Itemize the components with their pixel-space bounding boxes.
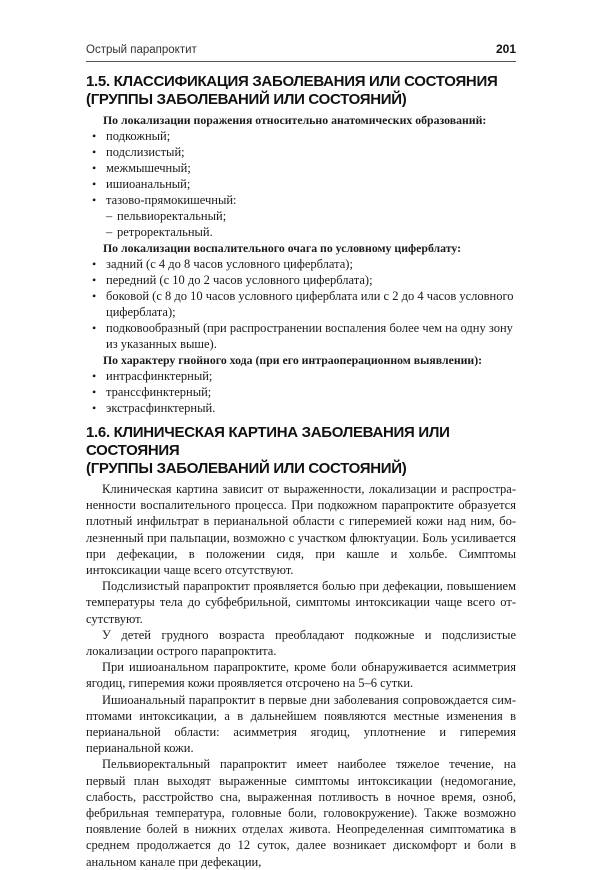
heading-line: 1.5. КЛАССИФИКАЦИЯ ЗАБОЛЕВАНИЯ ИЛИ СОСТОЯНИЯ bbox=[86, 73, 498, 90]
body-paragraph: При ишиоанальном парапроктите, кроме боли обнаруживается асимметрия ягодиц, гиперемия кожи проявляется отсрочено на 5–6 сутки. bbox=[86, 660, 516, 691]
body-paragraph: Клиническая картина зависит от выраженности, локализации и распространенности воспалительного процесса. При подкожном парапроктите образуется плотный инфильтрат в перианальной области с гиперемией кожи над ним, болезненный при пальпации, возможно с участком флюктуации. Боль усиливается при дефекации, в положении сидя, при кашле и хольбе. Симптомы интоксикации чаще всего отсутствуют. bbox=[86, 482, 516, 578]
page-number: 201 bbox=[495, 42, 516, 56]
list-item: • транссфинктерный; bbox=[86, 384, 516, 400]
heading-line: 1.6. КЛИНИЧЕСКАЯ КАРТИНА ЗАБОЛЕВАНИЯ ИЛИ СОСТОЯНИЯ bbox=[86, 424, 450, 459]
group-title: По локализации воспалительного очага по условному циферблату: bbox=[103, 241, 462, 255]
heading-line: (ГРУППЫ ЗАБОЛЕВАНИЙ ИЛИ СОСТОЯНИЙ) bbox=[86, 91, 407, 108]
header-rule bbox=[86, 61, 516, 62]
page-body bbox=[86, 73, 516, 870]
list-item: • подкожный; bbox=[86, 128, 516, 144]
classification-group bbox=[86, 352, 516, 416]
list-item bbox=[86, 192, 516, 240]
list-item: • передний (с 10 до 2 часов условного циферблата); bbox=[86, 272, 516, 288]
list-item: • интрасфинктерный; bbox=[86, 368, 516, 384]
list-item: • экстрасфинктерный. bbox=[86, 400, 516, 416]
sub-list-item: – ретроректальный. bbox=[106, 224, 516, 240]
classification-group bbox=[86, 112, 516, 240]
body-paragraph: У детей грудного возраста преобладают подкожные и подслизистые локализации острого парапроктита. bbox=[86, 627, 516, 659]
list-item: • подковообразный (при распространении воспаления более чем на одну зону из указанных выше). bbox=[86, 320, 516, 352]
section-heading-1-5 bbox=[86, 73, 516, 109]
running-title: Острый парапроктит bbox=[86, 44, 197, 56]
group-title: По характеру гнойного хода (при его интраоперационном выявлении): bbox=[103, 353, 483, 367]
heading-line: (ГРУППЫ ЗАБОЛЕВАНИЙ ИЛИ СОСТОЯНИЙ) bbox=[86, 460, 407, 477]
list-item-text: тазово-прямокишечный: bbox=[106, 193, 237, 207]
body-paragraph: Подслизистый парапроктит проявляется болью при дефекации, повышением температуры тела до субфебрильной, симптомы интоксикации чаще всего отсутствуют. bbox=[86, 579, 516, 626]
list-item: • подслизистый; bbox=[86, 144, 516, 160]
list-item: • межмышечный; bbox=[86, 160, 516, 176]
sub-list-item: – пельвиоректальный; bbox=[106, 208, 516, 224]
body-paragraph: Ишиоанальный парапроктит в первые дни заболевания сопровождается симптомами интоксикации, а в дальнейшем появляются местные изменения в перианальной области: асимметрия ягодиц, уплотнение и гиперемия перианальной кожи. bbox=[86, 692, 516, 756]
list-item: • задний (с 4 до 8 часов условного циферблата); bbox=[86, 256, 516, 272]
body-paragraph: Пельвиоректальный парапроктит имеет наиболее тяжелое течение, на первый план выходят выраженные симптомы интоксикации (недомогание, слабость, расстройство сна, выраженная потливость в ночное время, озноб, фебрильная температура, головные боли, головокружение). Также возможно появление болей в нижних отделах живота. Неопределенная симптоматика в среднем продолжается до 12 суток, далее возникает дискомфорт и боли в анальном канале при дефекации, bbox=[86, 757, 516, 869]
list-item: • боковой (с 8 до 10 часов условного циферблата или с 2 до 4 часов условного циферблата); bbox=[86, 288, 516, 320]
classification-group bbox=[86, 240, 516, 352]
group-title: По локализации поражения относительно анатомических образований: bbox=[103, 113, 487, 127]
running-header bbox=[86, 42, 516, 56]
section-heading-1-6 bbox=[86, 424, 516, 478]
list-item: • ишиоанальный; bbox=[86, 176, 516, 192]
